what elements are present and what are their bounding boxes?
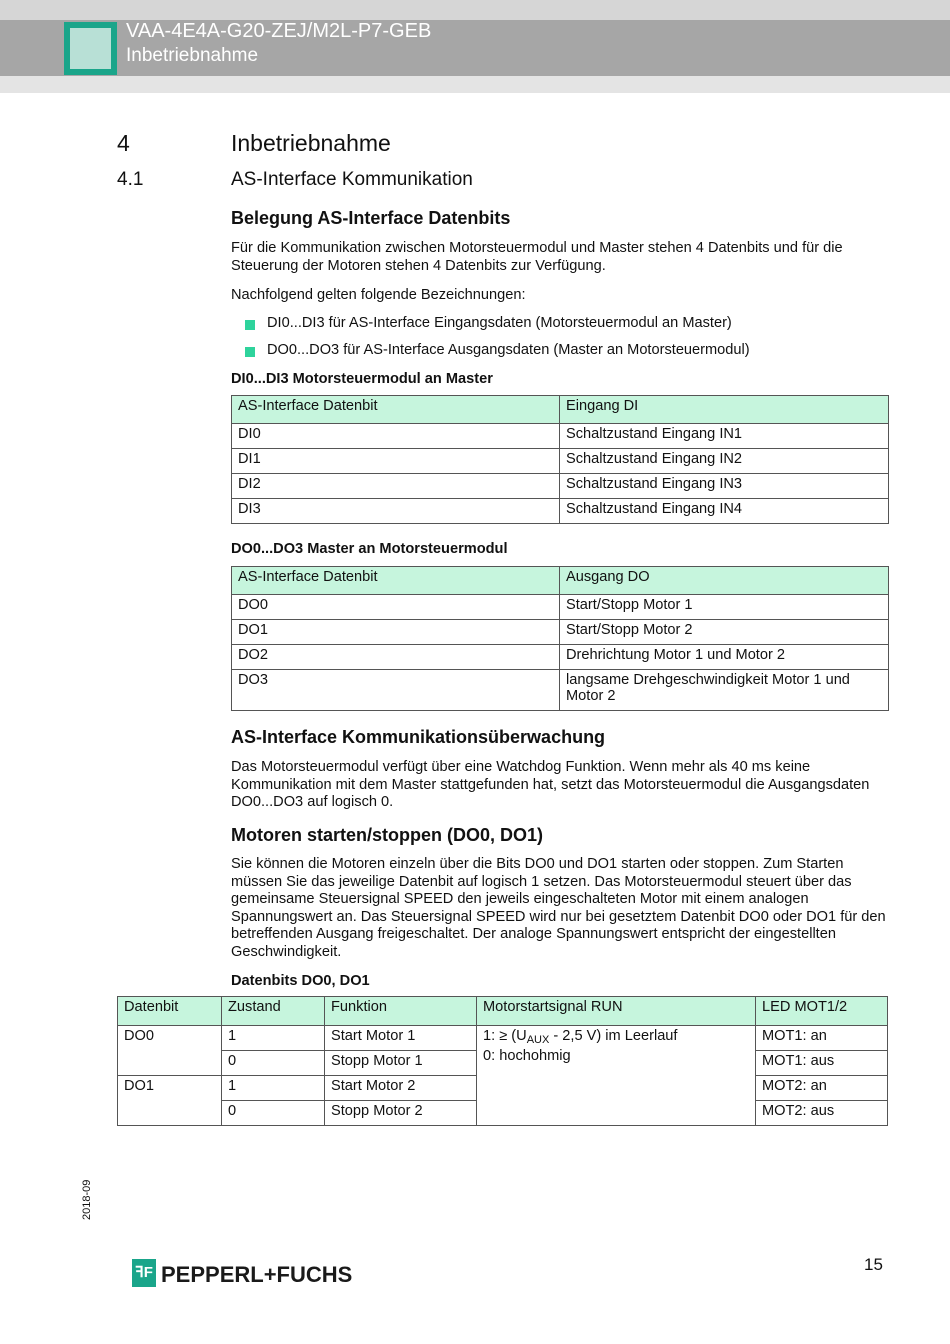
table-header-cell: Funktion bbox=[325, 997, 477, 1026]
table-row bbox=[232, 670, 889, 711]
table-header-cell: Motorstartsignal RUN bbox=[477, 997, 756, 1026]
section-title: AS-Interface Kommunikation bbox=[231, 169, 473, 190]
table-cell: DI1 bbox=[232, 449, 560, 474]
table-cell: langsame Drehgeschwindigkeit Motor 1 und Motor 2 bbox=[560, 670, 889, 711]
run-signal-subscript: AUX bbox=[526, 1034, 550, 1046]
table-cell: Start Motor 1 bbox=[325, 1026, 477, 1051]
table-cell: Schaltzustand Eingang IN1 bbox=[560, 424, 889, 449]
page-number: 15 bbox=[864, 1255, 883, 1274]
table-header-cell: AS-Interface Datenbit bbox=[232, 396, 560, 424]
table-cell: DO1 bbox=[232, 620, 560, 645]
motoren-paragraph: Sie können die Motoren einzeln über die Bits DO0 und DO1 starten oder stoppen. Zum Starten müssen Sie das jeweilige Datenbit auf logisch 1 setzen. Das Motorsteuermodul steuert über das gemeinsame Steuersignal SPEED den jeweils eingeschalteten Motor mit einem analogen Spannungswert an. Das Steuersignal SPEED wird nur bei gesetztem Datenbit DO0 oder DO1 für den betreffenden Ausgang freigeschaltet. Der analoge Spannungswert entspricht der eingestellten Geschwindigkeit. bbox=[231, 856, 886, 960]
table-cell: 0 bbox=[222, 1101, 325, 1126]
table-cell: DI2 bbox=[232, 474, 560, 499]
table-header-cell: Zustand bbox=[222, 997, 325, 1026]
watchdog-paragraph: Das Motorsteuermodul verfügt über eine Watchdog Funktion. Wenn mehr als 40 ms keine Kommunikation mit dem Master stattgefunden hat, setzt das Motorsteuermodul die Ausgangsdaten DO0...DO3 auf logisch 0. bbox=[231, 759, 870, 811]
pepperl-fuchs-logo-icon: ꟻF bbox=[132, 1259, 156, 1287]
bullet-square-icon bbox=[245, 347, 255, 357]
table-cell: 1 bbox=[222, 1076, 325, 1101]
header-square-icon bbox=[64, 22, 117, 75]
table-cell: MOT1: an bbox=[756, 1026, 888, 1051]
table-row bbox=[232, 474, 889, 499]
table-cell: DI3 bbox=[232, 499, 560, 524]
header-top-strip bbox=[0, 0, 950, 20]
table-cell: Schaltzustand Eingang IN3 bbox=[560, 474, 889, 499]
table-header-cell: LED MOT1/2 bbox=[756, 997, 888, 1026]
table-cell: DI0 bbox=[232, 424, 560, 449]
table-cell: 1 bbox=[222, 1026, 325, 1051]
table-row bbox=[232, 595, 889, 620]
table-cell: DO2 bbox=[232, 645, 560, 670]
run-signal-line-2: 0: hochohmig bbox=[483, 1048, 571, 1064]
header-divider bbox=[0, 76, 950, 93]
table-cell: MOT2: an bbox=[756, 1076, 888, 1101]
table-di bbox=[231, 395, 889, 524]
table-di-caption: DI0...DI3 Motorsteuermodul an Master bbox=[231, 371, 493, 387]
bullet-item: DO0...DO3 für AS-Interface Ausgangsdaten (Master an Motorsteuermodul) bbox=[267, 342, 750, 358]
table-cell: DO0 bbox=[118, 1026, 222, 1076]
belegung-paragraph-2: Nachfolgend gelten folgende Bezeichnungen: bbox=[231, 287, 526, 303]
table-cell: MOT2: aus bbox=[756, 1101, 888, 1126]
table-do bbox=[231, 566, 889, 711]
bullet-item: DI0...DI3 für AS-Interface Eingangsdaten (Motorsteuermodul an Master) bbox=[267, 315, 732, 331]
table-cell: Start Motor 2 bbox=[325, 1076, 477, 1101]
table-row bbox=[232, 620, 889, 645]
chapter-title: Inbetriebnahme bbox=[231, 130, 391, 156]
belegung-heading: Belegung AS-Interface Datenbits bbox=[231, 208, 511, 228]
table-row bbox=[232, 645, 889, 670]
table-row bbox=[232, 499, 889, 524]
table-cell: DO3 bbox=[232, 670, 560, 711]
table-header-cell: Eingang DI bbox=[560, 396, 889, 424]
table-cell: DO0 bbox=[232, 595, 560, 620]
table-cell: Stopp Motor 1 bbox=[325, 1051, 477, 1076]
document-title: VAA-4E4A-G20-ZEJ/M2L-P7-GEB bbox=[126, 20, 432, 42]
table-header-cell: AS-Interface Datenbit bbox=[232, 567, 560, 595]
table-cell: Start/Stopp Motor 2 bbox=[560, 620, 889, 645]
table-bits-caption: Datenbits DO0, DO1 bbox=[231, 973, 370, 989]
belegung-paragraph-1: Für die Kommunikation zwischen Motorsteuermodul und Master stehen 4 Datenbits und für die Steuerung der Motoren stehen 4 Datenbits zur Verfügung. bbox=[231, 240, 843, 274]
table-header-cell: Ausgang DO bbox=[560, 567, 889, 595]
table-row bbox=[232, 424, 889, 449]
table-cell: Schaltzustand Eingang IN2 bbox=[560, 449, 889, 474]
revision-date: 2018-09 bbox=[81, 1179, 93, 1220]
table-bits bbox=[117, 996, 888, 1126]
table-cell: 0 bbox=[222, 1051, 325, 1076]
section-number: 4.1 bbox=[117, 169, 144, 190]
table-cell: Drehrichtung Motor 1 und Motor 2 bbox=[560, 645, 889, 670]
table-row bbox=[118, 1026, 888, 1051]
table-cell: Schaltzustand Eingang IN4 bbox=[560, 499, 889, 524]
watchdog-heading: AS-Interface Kommunikationsüberwachung bbox=[231, 727, 606, 747]
chapter-number: 4 bbox=[117, 130, 130, 156]
table-row bbox=[232, 449, 889, 474]
table-cell: Stopp Motor 2 bbox=[325, 1101, 477, 1126]
table-cell: MOT1: aus bbox=[756, 1051, 888, 1076]
bullet-square-icon bbox=[245, 320, 255, 330]
document-subtitle: Inbetriebnahme bbox=[126, 45, 259, 66]
table-cell: Start/Stopp Motor 1 bbox=[560, 595, 889, 620]
run-signal-line-1-post: - 2,5 V) im Leerlauf bbox=[549, 1028, 678, 1044]
company-logo-text: PEPPERL+FUCHS bbox=[161, 1262, 353, 1287]
table-cell: DO1 bbox=[118, 1076, 222, 1126]
table-header-cell: Datenbit bbox=[118, 997, 222, 1026]
table-do-caption: DO0...DO3 Master an Motorsteuermodul bbox=[231, 541, 508, 557]
run-signal-line-1-pre: 1: ≥ (U bbox=[483, 1028, 527, 1044]
run-signal-cell bbox=[477, 1026, 756, 1126]
motoren-heading: Motoren starten/stoppen (DO0, DO1) bbox=[231, 825, 544, 845]
